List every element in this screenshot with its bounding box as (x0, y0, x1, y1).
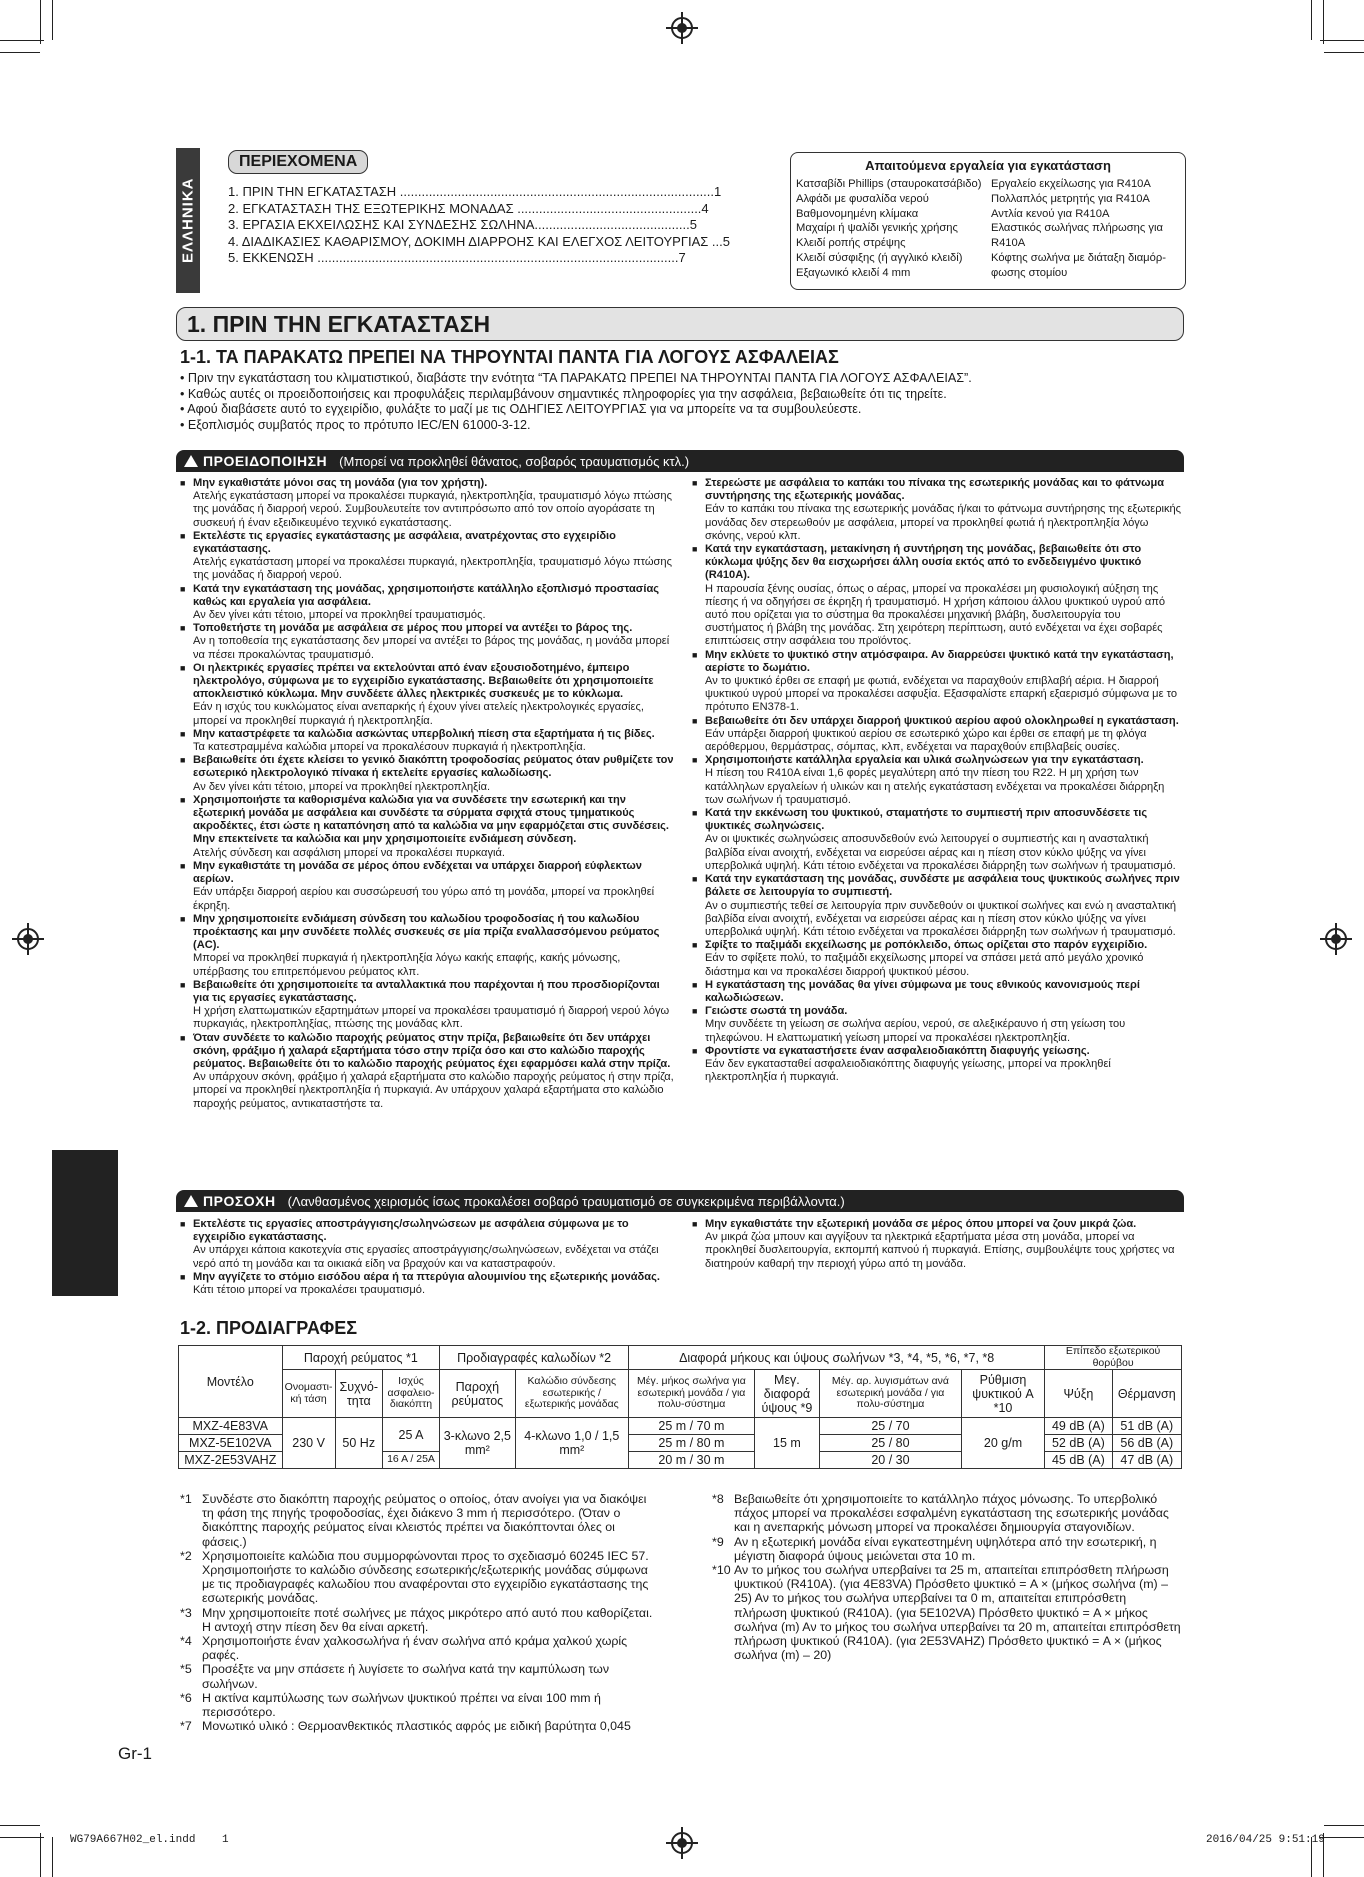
bullet-item (180, 794, 678, 860)
tool-item: Αλφάδι με φυσαλίδα νερού (796, 192, 929, 205)
bullet-heading: Μην εκλύετε το ψυκτικό στην ατμόσφαιρα. Αν διαρρεύσει ψυκτικό κατά την εγκατάσταση, αερίστε το δωμάτιο. (705, 648, 1174, 674)
footnote (180, 1606, 656, 1634)
tool-item: Κατσαβίδι Phillips (σταυροκατσάβιδο) (796, 178, 982, 190)
footnote-text: Προσέξτε να μην σπάσετε ή λυγίσετε το σωλήνα κατά την καμπύλωση των σωλήνων. (202, 1662, 610, 1691)
bullet-item (692, 1218, 1182, 1271)
cell-supply: 3-κλωνο 2,5 mm² (440, 1418, 515, 1469)
bullet-item (692, 754, 1182, 807)
intro-bullet: • Εξοπλισμός συμβατός προς το πρότυπο IEC/EN 61000-3-12. (180, 417, 531, 432)
cell-model: MXZ-4E83VA (179, 1418, 283, 1435)
toc-item[interactable]: 4. ΔΙΑΔΙΚΑΣΙΕΣ ΚΑΘΑΡΙΣΜΟΥ, ΔΟΚΙΜΗ ΔΙΑΡΡΟΗΣ ΚΑΙ ΕΛΕΓΧΟΣ ΛΕΙΤΟΥΡΓΙΑΣ ...5 (228, 233, 730, 249)
footnote (180, 1549, 656, 1606)
bullet-heading: Η εγκατάσταση της μονάδας θα γίνει σύμφωνα με τους εθνικούς κανονισμούς περί καλωδιώσεων. (705, 978, 1140, 1004)
caution-subtitle: (Λανθασμένος χειρισμός ίσως προκαλέσει σοβαρό τραυματισμό σε συγκεκριμένα περιβάλλοντα.) (287, 1193, 845, 1209)
page-number: Gr-1 (118, 1744, 152, 1763)
bullet-item (180, 860, 678, 913)
cell-refrigerant: 20 g/m (961, 1418, 1044, 1469)
warning-column-left (180, 477, 678, 1189)
cell-height: 15 m (754, 1418, 819, 1469)
registration-mark-icon (1325, 928, 1347, 950)
footnote-text: Βεβαιωθείτε ότι χρησιμοποιείτε το κατάλληλο πάχος μόνωσης. Το υπερβολικό πάχος μπορεί να προκαλέσει εσφαλμένη εγκατάσταση της εσωτερικής μονάδας και η ανεπαρκής μόνωση μπορεί να προκαλέσει δημιουργία σταγονιδίων. (734, 1492, 1169, 1535)
crop-mark (52, 0, 53, 40)
bullet-heading: Μην χρησιμοποιείτε ενδιάμεση σύνδεση του καλωδίου τροφοδοσίας ή του καλωδίου προέκτασης και μην συνδέετε πολλές συσκευές σε μία πρίζα εναλλασσόμενου ρεύματος (AC). (193, 912, 660, 952)
footer-page: 1 (222, 1834, 229, 1846)
tool-item: Κλειδί σύσφιξης (ή αγγλικό κλειδί) (796, 251, 963, 264)
footer-filename: WG79A667H02_el.indd (70, 1834, 196, 1846)
toc-item[interactable]: 1. ΠΡΙΝ ΤΗΝ ΕΓΚΑΤΑΣΤΑΣΗ .......................................................................................1 (228, 184, 722, 199)
col-bends: Μέγ. αρ. λυγισμάτων ανά εσωτερική μονάδα / για πολυ-σύστημα (820, 1370, 962, 1418)
col-refrigerant: Ρύθμιση ψυκτικού A *10 (961, 1370, 1044, 1418)
bullet-item (692, 979, 1182, 1005)
caution-column-right (692, 1218, 1182, 1302)
toc-title: ΠΕΡΙΕΧΟΜΕΝΑ (228, 150, 368, 174)
footnote-marker: *4 (180, 1634, 192, 1649)
col-frequency: Συχνό-τητα (335, 1370, 382, 1418)
warning-label: ΠΡΟΕΙΔΟΠΟΙΗΣΗ (203, 453, 328, 469)
col-connection: Καλώδιο σύνδεσης εσωτερικής / εξωτερικής μονάδας (515, 1370, 629, 1418)
cell-heating: 47 dB (A) (1112, 1452, 1181, 1469)
caution-label: ΠΡΟΣΟΧΗ (203, 1193, 276, 1209)
warning-column-right (692, 477, 1182, 1189)
intro-bullet: • Αφού διαβάσετε αυτό το εγχειρίδιο, φυλάξτε το μαζί με τις ΟΔΗΓΙΕΣ ΛΕΙΤΟΥΡΓΙΑΣ για να μπορείτε να τα συμβουλεύεστε. (180, 402, 862, 416)
bullet-text: Αν υπάρχουν σκόνη, φράξιμο ή χαλαρά εξαρτήματα στο καλώδιο παροχής ρεύματος ή στην πρίζα, μπορεί να προκληθεί ηλεκτροπληξία ή πυρκαγιά. Αν υπάρχουν χαλαρά εξαρτήματα στο καλώδιο παροχής ρεύματος, αντικαταστήστε τα. (193, 1071, 674, 1110)
bullet-heading: Μην καταστρέφετε τα καλώδια ασκώντας υπερβολική πίεση στα εξαρτήματα ή τις βίδες. (193, 727, 655, 740)
section-1-2-heading: 1-2. ΠΡΟΔΙΑΓΡΑΦΕΣ (180, 1318, 358, 1338)
bullet-text: Κάτι τέτοιο μπορεί να προκαλέσει τραυματισμό. (193, 1284, 426, 1297)
tools-list-right (991, 177, 1181, 281)
col-max-length: Μέγ. μήκος σωλήνα για εσωτερική μονάδα / για πολυ-σύστημα (629, 1370, 755, 1418)
col-cable: Προδιαγραφές καλωδίων *2 (440, 1346, 629, 1370)
bullet-text: Μην συνδέετε τη γείωση σε σωλήνα αερίου, νερού, σε αλεξικέραυνο ή στη γείωση του τηλεφώνου. Η ελαττωματική γείωση μπορεί να προκαλέσει ηλεκτροπληξία. (705, 1018, 1126, 1044)
bullet-text: Ατελής εγκατάσταση μπορεί να προκαλέσει πυρκαγιά, ηλεκτροπληξία, τραυματισμό λόγω πτώσης της μονάδας ή διαρροή νερού. (193, 556, 672, 582)
bullet-heading: Μην εγκαθιστάτε μόνοι σας τη μονάδα (για τον χρήστη). (193, 477, 488, 489)
bullet-text: Εάν η ισχύς του κυκλώματος είναι ανεπαρκής ή έχουν γίνει ατελείς ηλεκτρολογικές εργασίες, μπορεί να προκληθεί πυρκαγιά ή ηλεκτροπληξία. (193, 701, 644, 727)
bullet-heading: Μην εγκαθιστάτε τη μονάδα σε μέρος όπου ενδέχεται να υπάρχει διαρροή εύφλεκτων αερίων. (193, 859, 642, 886)
bullet-text: Αν οι ψυκτικές σωληνώσεις αποσυνδεθούν ενώ λειτουργεί ο συμπιεστής και η ανασταλτική βαλβίδα είναι ανοιχτή, ενδέχεται να εισρεύσει αέρας και η πίεση στον κύκλο ψύξης να γίνει υπερβολικά υψηλή. Κάτι τέτοιο ενδέχεται να προκαλέσει διάρρηξη των σωλήνων ή τραυματισμό. (705, 833, 1176, 872)
bullet-heading: Φροντίστε να εγκαταστήσετε έναν ασφαλειοδιακόπτη διαφυγής γείωσης. (705, 1044, 1090, 1057)
footnote-marker: *3 (180, 1605, 192, 1620)
bullet-item (180, 622, 678, 662)
bullet-item (692, 715, 1182, 755)
footnote-marker: *10 (712, 1563, 731, 1578)
footnote (712, 1492, 1182, 1535)
bullet-item (692, 1005, 1182, 1045)
footnote-text: Χρησιμοποιήστε έναν χαλκοσωλήνα ή έναν σωλήνα από κράμα χαλκού χωρίς ραφές. (202, 1634, 628, 1663)
tool-item: Εργαλείο εκχείλωσης για R410A (991, 178, 1151, 190)
tool-item: Κλειδί ροπής στρέψης (796, 237, 906, 250)
bullet-text: Αν το ψυκτικό έρθει σε επαφή με φωτιά, ενδέχεται να παραχθούν επιβλαβή αέρια. Η διαρροή ψυκτικού υγρού μπορεί να προκαλέσει ασφυξία. Εξασφαλίστε επαρκή εξαερισμό σύμφωνα με το πρότυπο EN378-1. (705, 675, 1177, 714)
bullet-heading: Κατά την εγκατάσταση της μονάδας, συνδέστε με ασφάλεια τους ψυκτικούς σωλήνες πριν βάλετε σε λειτουργία το συμπιεστή. (705, 873, 1180, 899)
tool-item: Μαχαίρι ή ψαλίδι γενικής χρήσης (796, 222, 958, 235)
crop-mark (1320, 1837, 1364, 1838)
bullet-heading: Τοποθετήστε τη μονάδα με ασφάλεια σε μέρος που μπορεί να αντέξει το βάρος της. (193, 622, 633, 635)
crop-mark (1324, 52, 1364, 53)
bullet-heading: Γειώστε σωστά τη μονάδα. (705, 1005, 848, 1018)
col-cooling: Ψύξη (1045, 1370, 1112, 1418)
caution-triangle-icon (184, 1195, 198, 1207)
footnote-marker: *5 (180, 1662, 192, 1677)
bullet-heading: Μην εγκαθιστάτε την εξωτερική μονάδα σε μέρος όπου μπορεί να ζουν μικρά ζώα. (705, 1218, 1137, 1230)
crop-mark (1323, 0, 1324, 44)
bullet-item (180, 662, 678, 728)
footnote (180, 1492, 656, 1549)
toc-item[interactable]: 5. ΕΚΚΕΝΩΣΗ ....................................................................................................7 (228, 250, 686, 265)
crop-mark (1320, 40, 1364, 41)
cell-heating: 56 dB (A) (1112, 1435, 1181, 1452)
footnote-text: Συνδέστε στο διακόπτη παροχής ρεύματος ο οποίος, όταν ανοίγει για να διακόψει τη φάση της πηγής τροφοδοσίας, έχει διάκενο 3 mm ή περισσότερο. (Όταν ο διακόπτης παροχής ρεύματος είναι κλειστός πρέπει να διακόπτονται όλες οι φάσεις.) (202, 1492, 647, 1549)
language-side-tab: ΕΛΛΗΝΙΚΑ (176, 148, 200, 293)
bullet-text: Η χρήση ελαττωματικών εξαρτημάτων μπορεί να προκαλέσει τραυματισμό ή διαρροή νερού λόγω πυρκαγιάς, ηλεκτροπληξίας, πτώσης της μονάδας κλπ. (193, 1005, 670, 1031)
bullet-text: Μπορεί να προκληθεί πυρκαγιά ή ηλεκτροπληξία λόγω κακής επαφής, κακής μόνωσης, υπέρβασης του επιτρεπόμενου ρεύματος κλπ. (193, 952, 621, 978)
tool-item: Βαθμονομημένη κλίμακα (796, 207, 919, 220)
col-pipe: Διαφορά μήκους και ύψους σωλήνων *3, *4, *5, *6, *7, *8 (629, 1346, 1045, 1370)
footnotes-right (712, 1492, 1182, 1662)
bullet-text: Αν δεν γίνει κάτι τέτοιο, μπορεί να προκληθεί ηλεκτροπληξία. (193, 780, 491, 793)
footnote-text: Μονωτικό υλικό : Θερμοανθεκτικός πλαστικός αφρός με ειδική βαρύτητα 0,045 (202, 1719, 631, 1734)
footnotes-left (180, 1492, 656, 1733)
crop-mark (0, 1825, 40, 1826)
tools-title: Απαιτούμενα εργαλεία για εγκατάσταση (865, 158, 1111, 173)
bullet-text: Τα κατεστραμμένα καλώδια μπορεί να προκαλέσουν πυρκαγιά ή ηλεκτροπληξία. (193, 741, 586, 754)
bullet-heading: Κατά την εγκατάσταση, μετακίνηση ή συντήρηση της μονάδας, βεβαιωθείτε ότι στο κύκλωμα ψύξης δεν θα εισχωρήσει άλλη ουσία εκτός από το ενδεδειγμένο ψυκτικό (R410A). (705, 543, 1142, 582)
bullet-heading: Χρησιμοποιήστε τα καθορισμένα καλώδια για να συνδέσετε την εσωτερική και την εξωτερική μονάδα με ασφάλεια και συνδέστε τα σύρματα σφιχτά στους τμηματικούς ακροδέκτες, έτσι ώστε η καταπόνηση από τα καλώδια να μην εφαρμόζεται στις συνδέσεις. Μην επεκτείνετε τα καλώδια και μην χρησιμοποιείτε ενδιάμεση σύνδεση. (193, 793, 670, 846)
bullet-item (692, 543, 1182, 649)
footnote (180, 1662, 656, 1690)
tool-item: Κόφτης σωλήνα με διάταξη διαμόρ- (991, 251, 1166, 264)
bullet-item (180, 1271, 678, 1297)
cell-voltage: 230 V (282, 1418, 335, 1469)
tool-item: Πολλαπλός μετρητής για R410A (991, 192, 1150, 205)
footnote (180, 1691, 656, 1719)
registration-mark-icon (671, 17, 693, 39)
bullet-item (180, 583, 678, 623)
bullet-text: Αν η τοποθεσία της εγκατάστασης δεν μπορεί να αντέξει το βάρος της μονάδας, η μονάδα μπορεί να πέσει προκαλώντας τραυματισμό. (193, 635, 670, 661)
footnote-text: Μην χρησιμοποιείτε ποτέ σωλήνες με πάχος μικρότερο από αυτό που καθορίζεται. Η αντοχή στην πίεση δεν θα είναι αρκετή. (202, 1605, 653, 1634)
cell-cooling: 45 dB (A) (1045, 1452, 1112, 1469)
footer-timestamp: 2016/04/25 9:51:19 (1206, 1834, 1325, 1846)
bullet-text: Αν δεν γίνει κάτι τέτοιο, μπορεί να προκληθεί τραυματισμός. (193, 609, 486, 622)
bullet-text: Αν ο συμπιεστής τεθεί σε λειτουργία πριν συνδεθούν οι ψυκτικοί σωλήνες και ενώ η ανασταλτική βαλβίδα είναι ανοιχτή, ενδέχεται να εισρεύσει αέρας και η πίεση στον κύκλο ψύξης να γίνει υπερβολικά υψηλή. Κάτι τέτοιο ενδέχεται να προκαλέσει διάρρηξη των σωλήνων ή τραυματισμό. (705, 899, 1177, 938)
col-voltage: Ονομαστι-κή τάση (282, 1370, 335, 1418)
bullet-text: Ατελής σύνδεση και ασφάλιση μπορεί να προκαλέσει πυρκαγιά. (193, 846, 505, 859)
bullet-text: Εάν το καπάκι του πίνακα της εσωτερικής μονάδας ή/και το φάτνωμα συντήρησης της εξωτερικής μονάδας δεν στερεωθούν με ασφάλεια, μπορεί να προκληθεί φωτιά ή ηλεκτροπληξία λόγω σκόνης, νερού κλπ. (705, 503, 1182, 542)
cell-breaker: 16 A / 25A (382, 1452, 439, 1469)
col-height: Μεγ. διαφορά ύψους *9 (754, 1370, 819, 1418)
col-power: Παροχή ρεύματος *1 (282, 1346, 440, 1370)
bullet-text: Ατελής εγκατάσταση μπορεί να προκαλέσει πυρκαγιά, ηλεκτροπληξία, τραυματισμό λόγω πτώσης της μονάδας ή διαρροή νερού. Συμβουλευτείτε τον αντιπρόσωπο από τον οποίο αγοράσατε τη συσκευή ή έναν εξειδικευμένο τεχνικό εγκατάστασης. (193, 490, 672, 529)
bullet-text: Η πίεση του R410A είναι 1,6 φορές μεγαλύτερη από την πίεση του R22. Η μη χρήση των κατάλληλων εργαλείων ή υλικών και η ατελής εγκατάσταση ενδέχεται να προκαλέσει διάρρηξη των σωλήνων ή τραυματισμό. (705, 767, 1165, 806)
bullet-heading: Βεβαιωθείτε ότι δεν υπάρχει διαρροή ψυκτικού αερίου αφού ολοκληρωθεί η εγκατάσταση. (705, 714, 1179, 727)
bullet-item (692, 939, 1182, 979)
bullet-text: Αν υπάρχει κάποια κακοτεχνία στις εργασίες αποστράγγισης/σωληνώσεων, ενδέχεται να στάζει νερό από τη μονάδα και τα οικιακά είδη να βραχούν και να καταστραφούν. (193, 1244, 659, 1270)
tool-item: Εξαγωνικό κλειδί 4 mm (796, 266, 911, 279)
crop-mark (40, 1833, 41, 1877)
registration-mark-icon (17, 928, 39, 950)
bullet-heading: Οι ηλεκτρικές εργασίες πρέπει να εκτελούνται από έναν εξουσιοδοτημένο, έμπειρο ηλεκτρολόγο, σύμφωνα με το εγχειρίδιο εγκατάστασης. Βεβαιωθείτε ότι χρησιμοποιείτε αποκλειστικό κύκλωμα. Μην συνδέετε άλλες ηλεκτρικές συσκευές με το κύκλωμα. (193, 661, 654, 701)
bullet-item (180, 1032, 678, 1111)
cell-max-length: 25 m / 80 m (629, 1435, 755, 1452)
crop-mark (0, 52, 40, 53)
intro-bullet: • Πριν την εγκατάσταση του κλιματιστικού, διαβάστε την ενότητα “ΤΑ ΠΑΡΑΚΑΤΩ ΠΡΕΠΕΙ ΝΑ ΤΗΡΟΥΝΤΑΙ ΠΑΝΤΑ ΓΙΑ ΛΟΓΟΥΣ ΑΣΦΑΛΕΙΑΣ”. (180, 371, 972, 385)
bullet-heading: Όταν συνδέετε το καλώδιο παροχής ρεύματος στην πρίζα, βεβαιωθείτε ότι δεν υπάρχει σκόνη, φράξιμο ή χαλαρά εξαρτήματα τόσο στην πρίζα όσο και στο καλώδιο παροχής ρεύματος. Βεβαιωθείτε ότι το καλώδιο παροχής ρεύματος έχει εφαρμόσει καλά στην πρίζα. (193, 1031, 671, 1070)
bullet-text: Αν μικρά ζώα μπουν και αγγίξουν τα ηλεκτρικά εξαρτήματα μέσα στη μονάδα, μπορεί να προκληθεί δυσλειτουργία, εκπομπή καπνού ή πυρκαγιά. Επίσης, συμβουλέψτε τους χρήστες να διατηρούν καθαρή την περιοχή γύρω από τη μονάδα. (705, 1231, 1175, 1270)
bullet-heading: Χρησιμοποιήστε κατάλληλα εργαλεία και υλικά σωληνώσεων για την εγκατάσταση. (705, 754, 1144, 767)
section-1-1-heading: 1-1. ΤΑ ΠΑΡΑΚΑΤΩ ΠΡΕΠΕΙ ΝΑ ΤΗΡΟΥΝΤΑΙ ΠΑΝΤΑ ΓΙΑ ΛΟΓΟΥΣ ΑΣΦΑΛΕΙΑΣ (180, 347, 839, 367)
footnote-text: Χρησιμοποιείτε καλώδια που συμμορφώνονται προς το σχεδιασμό 60245 IEC 57. Χρησιμοποιήστε το καλώδιο σύνδεσης εσωτερικής/εξωτερικής μονάδας σύμφωνα με τις προδιαγραφές καλωδίου που αναφέρονται στο εγχειρίδιο εγκατάστασης της εσωτερικής μονάδας. (202, 1548, 649, 1606)
bullet-item (180, 754, 678, 794)
bullet-heading: Μην αγγίζετε το στόμιο εισόδου αέρα ή τα πτερύγια αλουμινίου της εξωτερικής μονάδας. (193, 1270, 660, 1283)
cell-bends: 25 / 80 (820, 1435, 962, 1452)
bullet-text: Εάν δεν εγκατασταθεί ασφαλειοδιακόπτης διαφυγής γείωσης, μπορεί να προκληθεί ηλεκτροπληξία ή πυρκαγιά. (705, 1057, 1111, 1084)
footnote-text: Αν η εξωτερική μονάδα είναι εγκατεστημένη υψηλότερα από την εσωτερική, η μέγιστη διαφορά ύψους μειώνεται στα 10 m. (734, 1534, 1157, 1563)
bullet-item (692, 477, 1182, 543)
caution-column-left (180, 1218, 678, 1302)
cell-heating: 51 dB (A) (1112, 1418, 1181, 1435)
footnote (712, 1535, 1182, 1563)
footnote-marker: *7 (180, 1719, 192, 1734)
crop-mark (1324, 1825, 1364, 1826)
caution-banner (176, 1190, 1184, 1212)
footnote-text: Η ακτίνα καμπύλωσης των σωλήνων ψυκτικού πρέπει να είναι 100 mm ή περισσότερο. (202, 1690, 601, 1720)
cell-bends: 20 / 30 (820, 1452, 962, 1469)
footnote (712, 1563, 1182, 1662)
bullet-text: Εάν υπάρξει διαρροή ψυκτικού αερίου σε εσωτερικό χώρο και έρθει σε επαφή με τη φλόγα αερόθερμου, θερμάστρας, σόμπας, κλπ, ενδέχεται να παραχθούν επιβλαβείς ουσίες. (705, 727, 1147, 754)
tool-item: Ελαστικός σωλήνας πλήρωσης για R410A (991, 222, 1163, 250)
crop-mark (0, 1837, 44, 1838)
toc-list (206, 184, 772, 267)
intro-bullets (180, 371, 1180, 433)
col-noise: Επίπεδο εξωτερικού θορύβου (1045, 1346, 1182, 1370)
crop-mark (52, 1837, 53, 1877)
table-of-contents (206, 150, 772, 288)
cell-model: MXZ-2E53VAHZ (179, 1452, 283, 1469)
registration-mark-icon (671, 1832, 693, 1854)
warning-triangle-icon (184, 455, 198, 467)
bullet-heading: Εκτελέστε τις εργασίες εγκατάστασης με ασφάλεια, ανατρέχοντας στο εγχειρίδιο εγκατάστασης. (193, 529, 616, 556)
footnote-marker: *6 (180, 1690, 192, 1705)
toc-item[interactable]: 3. ΕΡΓΑΣΙΑ ΕΚΧΕΙΛΩΣΗΣ ΚΑΙ ΣΥΝΔΕΣΗΣ ΣΩΛΗΝΑ...........................................5 (228, 217, 697, 232)
bullet-item (692, 807, 1182, 873)
cell-frequency: 50 Hz (335, 1418, 382, 1469)
bullet-heading: Σφίξτε το παξιμάδι εκχείλωσης με ροπόκλειδο, όπως ορίζεται στο παρόν εγχειρίδιο. (705, 939, 1148, 952)
bullet-text: Εάν το σφίξετε πολύ, το παξιμάδι εκχείλωσης μπορεί να σπάσει μετά από μεγάλο χρονικό διάστημα και να προκαλέσει διαρροή ψυκτικού μέσου. (705, 952, 1144, 978)
bullet-item (180, 979, 678, 1032)
footnote-marker: *8 (712, 1492, 724, 1506)
bullet-item (180, 530, 678, 583)
crop-mark (40, 0, 41, 44)
bullet-heading: Εκτελέστε τις εργασίες αποστράγγισης/σωληνώσεων με ασφάλεια σύμφωνα με το εγχειρίδιο εγκατάστασης. (193, 1218, 629, 1244)
bullet-heading: Βεβαιωθείτε ότι έχετε κλείσει το γενικό διακόπτη τροφοδοσίας ρεύματος όταν ρυθμίζετε τον εσωτερικό ηλεκτρολογικό πίνακα ή εκτελείτε εργασίες καλωδίωσης. (193, 754, 674, 780)
cell-breaker: 25 A (382, 1418, 439, 1452)
bullet-item (180, 913, 678, 979)
footnote (180, 1634, 656, 1662)
bullet-item (180, 477, 678, 530)
bullet-heading: Στερεώστε με ασφάλεια το καπάκι του πίνακα της εσωτερικής μονάδας και το φάτνωμα συντήρησης της εξωτερικής μονάδας. (705, 477, 1165, 503)
section-1-heading: 1. ΠΡΙΝ ΤΗΝ ΕΓΚΑΤΑΣΤΑΣΗ (176, 307, 1184, 341)
cell-connection: 4-κλωνο 1,0 / 1,5 mm² (515, 1418, 629, 1469)
tool-item: Αντλία κενού για R410A (991, 207, 1110, 220)
footnote (180, 1719, 656, 1733)
toc-item[interactable]: 2. ΕΓΚΑΤΑΣΤΑΣΗ ΤΗΣ ΕΞΩΤΕΡΙΚΗΣ ΜΟΝΑΔΑΣ ...................................................4 (228, 200, 709, 216)
bullet-heading: Κατά την εκκένωση του ψυκτικού, σταματήστε το συμπιεστή πριν αποσυνδέσετε τις ψυκτικές σωληνώσεις. (705, 807, 1148, 833)
bullet-item (180, 1218, 678, 1271)
required-tools-box (790, 152, 1186, 290)
crop-mark (1311, 0, 1312, 40)
bullet-item (180, 728, 678, 754)
col-model: Μοντέλο (179, 1346, 283, 1418)
warning-subtitle: (Μπορεί να προκληθεί θάνατος, σοβαρός τραυματισμός κτλ.) (339, 453, 690, 469)
edge-index-block (52, 1150, 118, 1296)
cell-model: MXZ-5E102VA (179, 1435, 283, 1452)
footnote-marker: *2 (180, 1548, 192, 1563)
bullet-text: Η παρουσία ξένης ουσίας, όπως ο αέρας, μπορεί να προκαλέσει μη φυσιολογική αύξηση της πίεσης ή να οδηγήσει σε έκρηξη ή τραυματισμό. Η χρήση κάποιου άλλου ψυκτικού υγρού από αυτό που ορίζεται για το σύστημα θα προκαλέσει μηχανική βλάβη, δυσλειτουργία του συστήματος ή βλάβη της μονάδας. Στη χειρότερη περίπτωση, αυτό ενδέχεται να έχει σοβαρές επιπτώσεις στην ασφάλεια του προϊόντος. (705, 582, 1166, 648)
cell-max-length: 25 m / 70 m (629, 1418, 755, 1435)
footnote-text: Αν το μήκος του σωλήνα υπερβαίνει τα 25 m, απαιτείται επιπρόσθετη πλήρωση ψυκτικού (R410A). (για 4E83VA) Πρόσθετο ψυκτικό = A × (μήκος σωλήνα (m) – 25) Αν το μήκος του σωλήνα υπερβαίνει τα 0 m, απαιτείται επιπρόσθετη πλήρωση ψυκτικού (R410A). (για 5E102VA) Πρόσθετο ψυκτικό = A × μήκος σωλήνα (m) Αν το μήκος του σωλήνα υπερβαίνει τα 20 m, απαιτείται επιπρόσθετη πλήρωση ψυκτικού (R410A). (για 2E53VAHZ) Πρόσθετο ψυκτικό = A × (μήκος σωλήνα (m) – 20) (734, 1563, 1181, 1663)
bullet-item (692, 649, 1182, 715)
cell-cooling: 52 dB (A) (1045, 1435, 1112, 1452)
bullet-heading: Κατά την εγκατάσταση της μονάδας, χρησιμοποιήστε κατάλληλο εξοπλισμό προστασίας καθώς και εργαλεία για ασφάλεια. (193, 582, 660, 608)
cell-cooling: 49 dB (A) (1045, 1418, 1112, 1435)
crop-mark (0, 40, 44, 41)
bullet-heading: Βεβαιωθείτε ότι χρησιμοποιείτε τα ανταλλακτικά που παρέχονται ή που προσδιορίζονται για τις εργασίες εγκατάστασης. (193, 978, 660, 1004)
cell-bends: 25 / 70 (820, 1418, 962, 1435)
footnote-marker: *9 (712, 1534, 724, 1549)
intro-bullet: • Καθώς αυτές οι προειδοποιήσεις και προφυλάξεις περιλαμβάνουν σημαντικές πληροφορίες για την ασφάλεια, βεβαιωθείτε ότι τις τηρείτε. (180, 386, 947, 401)
tool-item: φωσης στομίου (991, 266, 1068, 279)
col-supply: Παροχή ρεύματος (440, 1370, 515, 1418)
warning-banner (176, 450, 1184, 472)
footnote-marker: *1 (180, 1492, 192, 1506)
tools-list-left (796, 177, 991, 281)
bullet-item (692, 873, 1182, 939)
bullet-item (692, 1045, 1182, 1085)
specifications-table (178, 1345, 1182, 1469)
col-breaker: Ισχύς ασφαλειο-διακόπτη (382, 1370, 439, 1418)
col-heating: Θέρμανση (1112, 1370, 1181, 1418)
bullet-text: Εάν υπάρξει διαρροή αερίου και συσσώρευσή του γύρω από τη μονάδα, μπορεί να προκληθεί έκρηξη. (193, 886, 655, 912)
table-row (179, 1418, 1182, 1435)
cell-max-length: 20 m / 30 m (629, 1452, 755, 1469)
